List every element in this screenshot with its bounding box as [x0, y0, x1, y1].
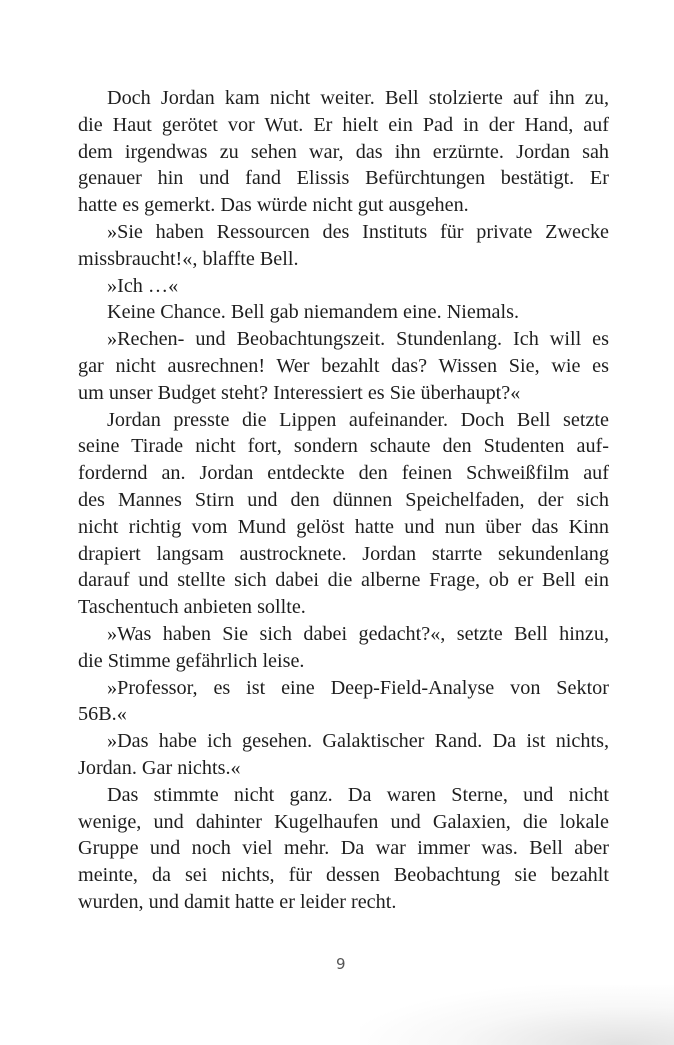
text-line: Keine Chance. Bell gab niemandem eine. Niemals.	[107, 301, 520, 324]
text-line: dem irgendwas zu sehen war, das ihn erzürnte. Jordan sah	[78, 140, 609, 163]
text-line: wenige, und dahinter Kugelhaufen und Galaxien, die lokale	[78, 810, 609, 833]
text-line: »Das habe ich gesehen. Galaktischer Rand. Da ist nichts,	[107, 730, 609, 753]
text-line: Gruppe und noch viel mehr. Da war immer was. Bell aber	[78, 837, 609, 860]
text-line: hatte es gemerkt. Das würde nicht gut ausgehen.	[78, 194, 469, 217]
paragraph-9	[78, 728, 609, 782]
text-line: um unser Budget steht? Interessiert es Sie überhaupt?«	[78, 381, 521, 404]
text-line: genauer hin und fand Elissis Befürchtungen bestätigt. Er	[78, 167, 609, 190]
paragraph-8	[78, 675, 609, 729]
text-line: »Sie haben Ressourcen des Instituts für private Zwecke	[107, 220, 609, 243]
page-number: 9	[336, 955, 346, 973]
text-line: darauf und stellte sich dabei die alberne Frage, ob er Bell ein	[78, 569, 609, 592]
text-line: meinte, da sei nichts, für dessen Beobachtung sie bezahlt	[78, 864, 609, 887]
text-line: nicht richtig vom Mund gelöst hatte und nun über das Kinn	[78, 515, 609, 538]
paragraph-6	[78, 407, 609, 621]
paragraph-5	[78, 326, 609, 406]
paragraph-10	[78, 782, 609, 916]
text-line: 56B.«	[78, 703, 127, 726]
body-text	[78, 85, 609, 916]
text-line: des Mannes Stirn und den dünnen Speichelfaden, der sich	[78, 488, 609, 511]
paragraph-3	[78, 273, 609, 300]
page-curl-shadow	[360, 985, 674, 1045]
text-line: die Stimme gefährlich leise.	[78, 649, 305, 672]
text-line: »Professor, es ist eine Deep-Field-Analyse von Sektor	[107, 676, 609, 699]
paragraph-2	[78, 219, 609, 273]
text-line: gar nicht ausrechnen! Wer bezahlt das? Wissen Sie, wie es	[78, 354, 609, 377]
text-line: wurden, und damit hatte er leider recht.	[78, 890, 397, 913]
text-line: Jordan. Gar nichts.«	[78, 756, 241, 779]
text-line: fordernd an. Jordan entdeckte den feinen Schweißfilm auf	[78, 462, 609, 485]
text-line: drapiert langsam austrocknete. Jordan starrte sekundenlang	[78, 542, 609, 565]
text-line: »Was haben Sie sich dabei gedacht?«, setzte Bell hinzu,	[107, 622, 609, 645]
text-line: Doch Jordan kam nicht weiter. Bell stolzierte auf ihn zu,	[107, 87, 609, 109]
text-line: Taschentuch anbieten sollte.	[78, 596, 306, 619]
paragraph-1	[78, 85, 609, 219]
text-line: »Ich …«	[107, 274, 179, 297]
paragraph-4	[78, 299, 609, 326]
text-line: Das stimmte nicht ganz. Da waren Sterne, und nicht	[107, 783, 609, 806]
text-line: seine Tirade nicht fort, sondern schaute den Studenten auf-	[78, 435, 609, 458]
text-line: missbraucht!«, blaffte Bell.	[78, 247, 299, 270]
text-line: die Haut gerötet vor Wut. Er hielt ein Pad in der Hand, auf	[78, 113, 609, 136]
text-line: »Rechen- und Beobachtungszeit. Stundenlang. Ich will es	[107, 328, 609, 351]
paragraph-7	[78, 621, 609, 675]
text-line: Jordan presste die Lippen aufeinander. Doch Bell setzte	[107, 408, 609, 431]
